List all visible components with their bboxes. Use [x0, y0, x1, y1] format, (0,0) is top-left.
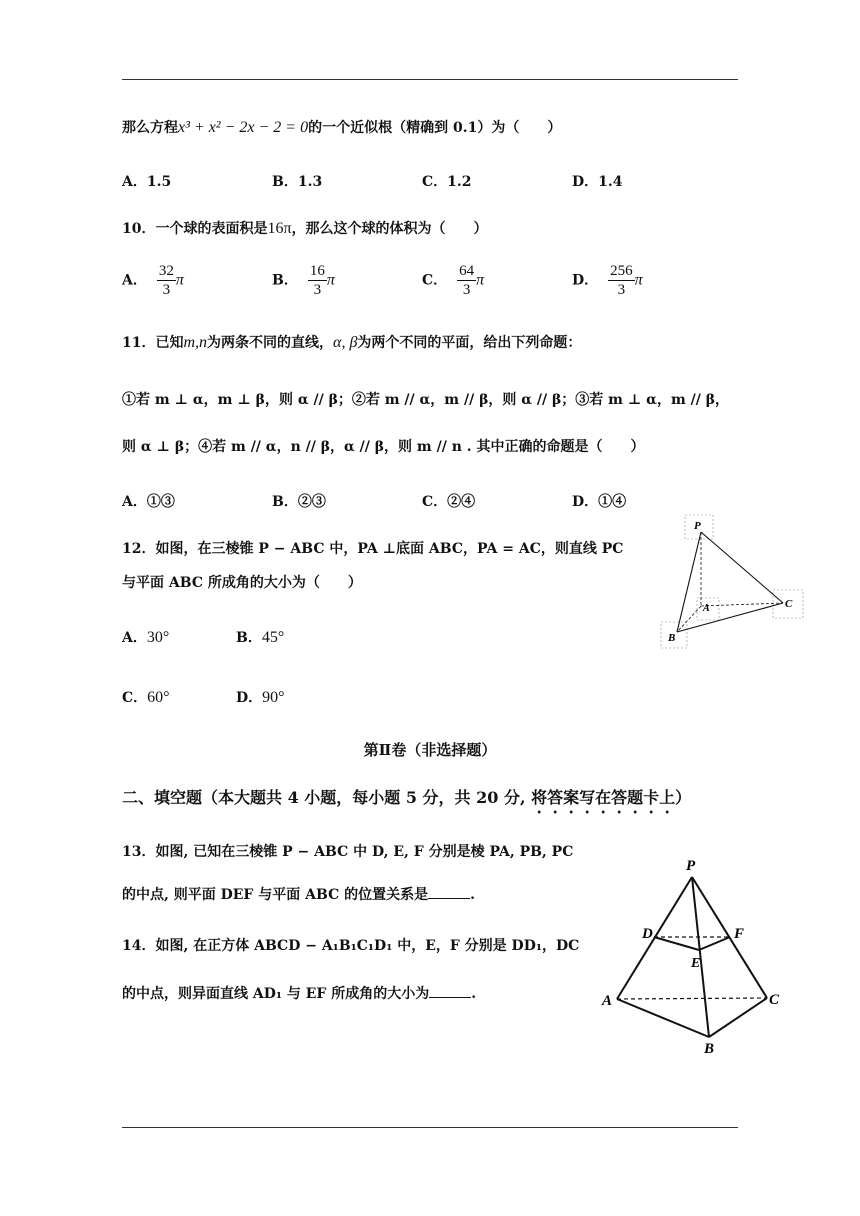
edge-pb — [677, 532, 701, 632]
label-d: D — [642, 926, 653, 942]
q13-stem-line2: 的中点, 则平面 DEF 与平面 ABC 的位置关系是 . — [122, 884, 475, 905]
label-a: A — [703, 603, 710, 614]
label-p: P — [694, 520, 701, 532]
label-c: C — [769, 992, 780, 1008]
q10-option-a[interactable]: A． $\frac{32}{3}$ π — [122, 263, 184, 298]
q9-equation: x³ + x² − 2x − 2 = 0 — [178, 119, 309, 136]
label-b: B — [668, 632, 676, 644]
label-f: F — [734, 926, 745, 942]
q12-option-d[interactable]: D．90° — [236, 689, 285, 706]
label-b: B — [704, 1041, 715, 1055]
q11-propositions-line1: ①若 m ⊥ α，m ⊥ β，则 α // β；②若 m // α，m // β，则 α // β；③若 m ⊥ α，m // β， — [122, 392, 730, 408]
q10-option-d[interactable]: D． $\frac{256}{3}$ π — [572, 263, 643, 298]
q13-stem-line1: 13．如图, 已知在三棱锥 P − ABC 中 D, E, F 分别是棱 PA, PB, PC — [122, 844, 574, 860]
edge-de — [654, 937, 699, 950]
q14-stem-line2: 的中点，则异面直线 AD₁ 与 EF 所成角的大小为 . — [122, 983, 476, 1004]
q14-answer-blank[interactable] — [429, 983, 471, 998]
q12-option-c[interactable]: C．60° — [122, 689, 170, 706]
q10-option-c[interactable]: C． $\frac{64}{3}$ π — [422, 263, 485, 298]
q12-option-b[interactable]: B．45° — [236, 629, 285, 646]
q10-stem: 10．一个球的表面积是16π，那么这个球的体积为（ ） — [122, 220, 488, 237]
label-a: A — [602, 993, 613, 1009]
q9-option-a[interactable]: A．1.5 — [122, 174, 172, 190]
edge-bc — [709, 998, 767, 1037]
edge-pc — [701, 532, 783, 603]
q13-pyramid-figure — [595, 855, 790, 1055]
q11-propositions-line2: 则 α ⊥ β；④若 m // α，n // β，α // β，则 m // n . 其中正确的命题是（ ） — [122, 439, 645, 455]
label-p: P — [686, 858, 696, 874]
part2-title: 第Ⅱ卷（非选择题） — [363, 741, 497, 759]
section2-heading: 二、填空题（本大题共 4 小题，每小题 5 分，共 20 分, 将答案写在答题卡上） — [122, 788, 692, 807]
label-c: C — [785, 598, 793, 610]
q11-option-d[interactable]: D．①④ — [572, 494, 627, 510]
edge-ef — [699, 937, 730, 950]
edge-ab — [617, 999, 709, 1037]
q12-option-a[interactable]: A．30° — [122, 629, 170, 646]
q9-option-b[interactable]: B．1.3 — [272, 174, 323, 190]
q14-stem-line1: 14．如图, 在正方体 ABCD − A₁B₁C₁D₁ 中，E，F 分别是 DD₁，DC — [122, 938, 580, 954]
q11-option-c[interactable]: C．②④ — [422, 494, 476, 510]
q12-tetrahedron-figure — [655, 510, 815, 655]
q11-stem: 11．已知m,n为两条不同的直线，α, β为两个不同的平面，给出下列命题： — [122, 334, 582, 351]
q10-option-b[interactable]: B． $\frac{16}{3}$ π — [272, 263, 335, 298]
q9-option-d[interactable]: D．1.4 — [572, 174, 623, 190]
edge-bc — [677, 603, 783, 632]
q11-option-b[interactable]: B．②③ — [272, 494, 326, 510]
q9-stem: 那么方程x³ + x² − 2x − 2 = 0的一个近似根（精确到 0.1）为（ ） — [122, 119, 562, 136]
label-e: E — [691, 956, 701, 971]
q12-stem-line1: 12．如图，在三棱锥 P − ABC 中，PA ⊥底面 ABC，PA = AC，则直线 PC — [122, 541, 624, 557]
edge-ac — [617, 998, 767, 999]
q13-answer-blank[interactable] — [428, 884, 470, 899]
q11-option-a[interactable]: A．①③ — [122, 494, 175, 510]
q12-stem-line2: 与平面 ABC 所成角的大小为（ ） — [122, 575, 362, 591]
footer-rule — [122, 1127, 738, 1128]
edge-ac — [701, 603, 783, 606]
q9-option-c[interactable]: C．1.2 — [422, 174, 472, 190]
header-rule — [122, 79, 738, 80]
